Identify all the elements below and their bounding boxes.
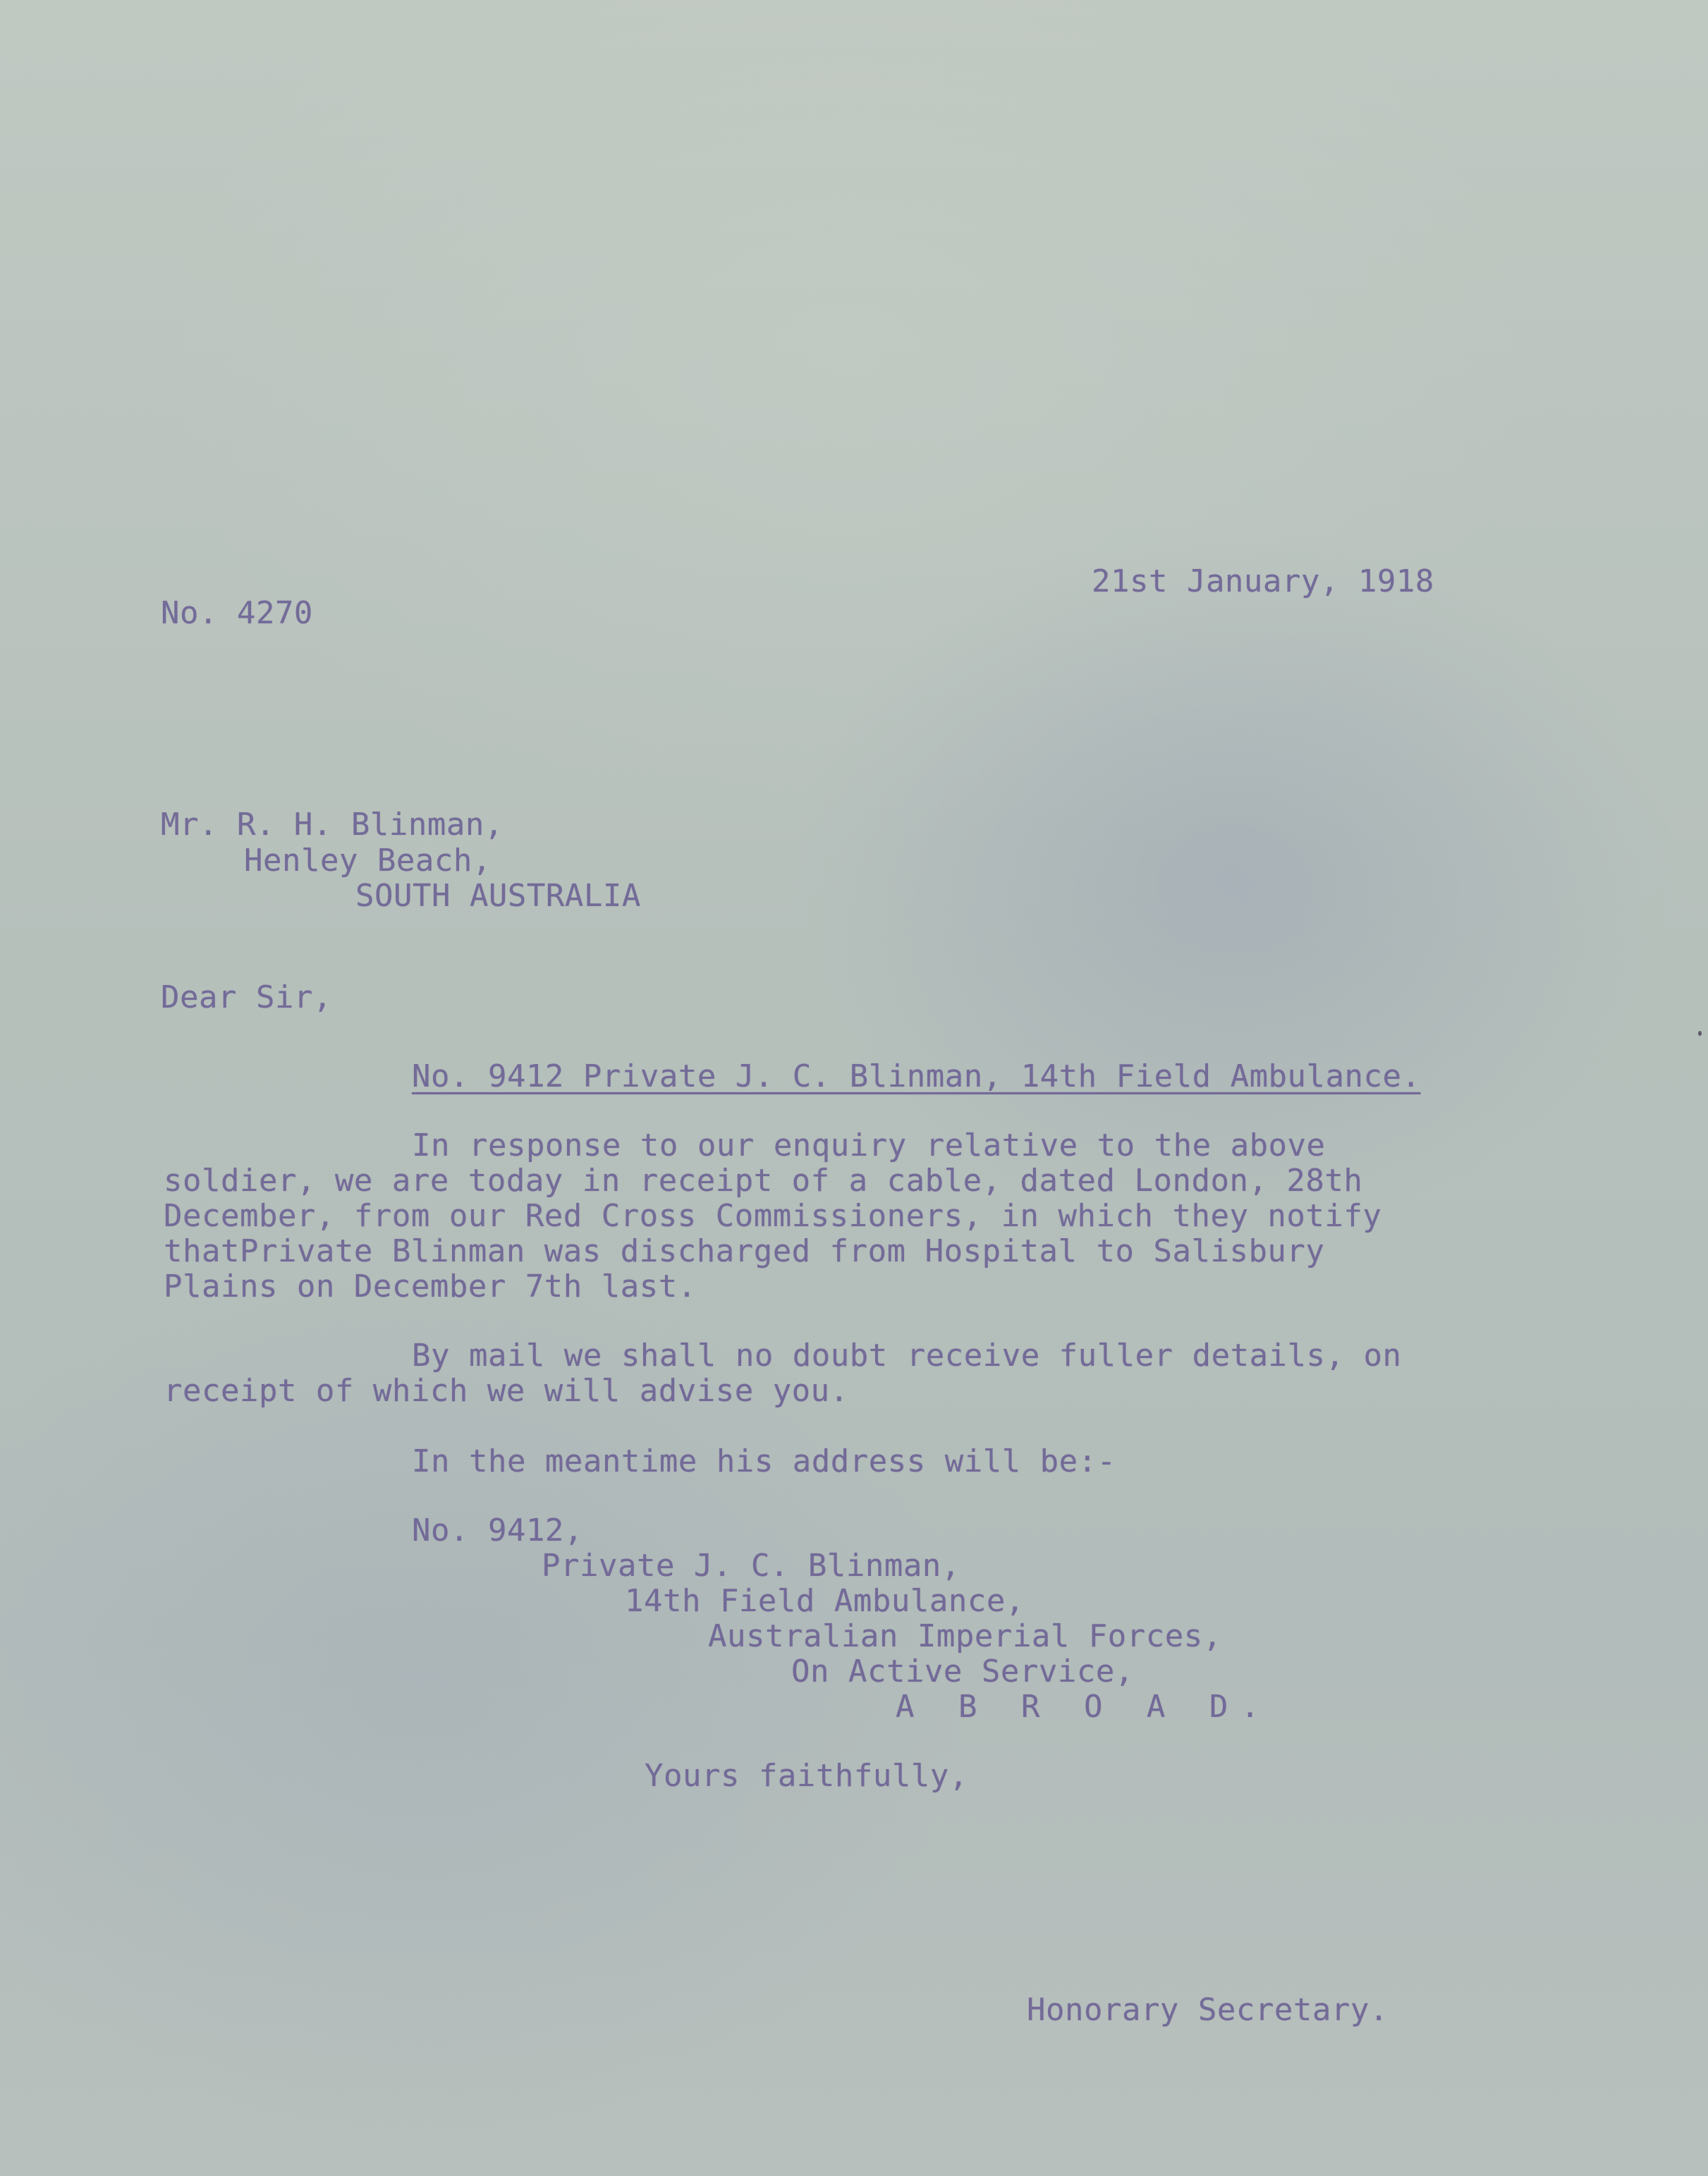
signature-title: Honorary Secretary.	[1027, 1992, 1389, 2028]
paragraph-2-line: By mail we shall no doubt receive fuller details, on	[412, 1338, 1402, 1374]
closing: Yours faithfully,	[645, 1758, 968, 1794]
salutation: Dear Sir,	[161, 979, 332, 1015]
paragraph-1-line: December, from our Red Cross Commissioners, in which they notify	[164, 1198, 1382, 1234]
soldier-force: Australian Imperial Forces,	[708, 1618, 1222, 1654]
recipient-state: SOUTH AUSTRALIA	[355, 878, 641, 914]
paper-speck	[1698, 1031, 1702, 1036]
reference-number: No. 4270	[161, 595, 313, 631]
letter-date: 21st January, 1918	[1092, 563, 1434, 599]
paragraph-3: In the meantime his address will be:-	[412, 1443, 1116, 1479]
soldier-location: A B R O A D.	[896, 1689, 1272, 1725]
paragraph-1-line: thatPrivate Blinman was discharged from Hospital to Salisbury	[164, 1233, 1325, 1269]
recipient-name: Mr. R. H. Blinman,	[161, 807, 504, 843]
paragraph-2-line: receipt of which we will advise you.	[164, 1373, 849, 1409]
soldier-number: No. 9412,	[412, 1512, 583, 1548]
paragraph-1-line: soldier, we are today in receipt of a cable, dated London, 28th	[164, 1163, 1363, 1199]
paragraph-1-line: Plains on December 7th last.	[164, 1269, 697, 1304]
soldier-unit: 14th Field Ambulance,	[625, 1583, 1025, 1619]
soldier-name: Private J. C. Blinman,	[542, 1548, 960, 1584]
paragraph-1-line: In response to our enquiry relative to the above	[412, 1127, 1326, 1163]
recipient-suburb: Henley Beach,	[244, 843, 492, 879]
soldier-service: On Active Service,	[791, 1654, 1134, 1689]
subject-line: No. 9412 Private J. C. Blinman, 14th Field Ambulance.	[412, 1058, 1421, 1094]
